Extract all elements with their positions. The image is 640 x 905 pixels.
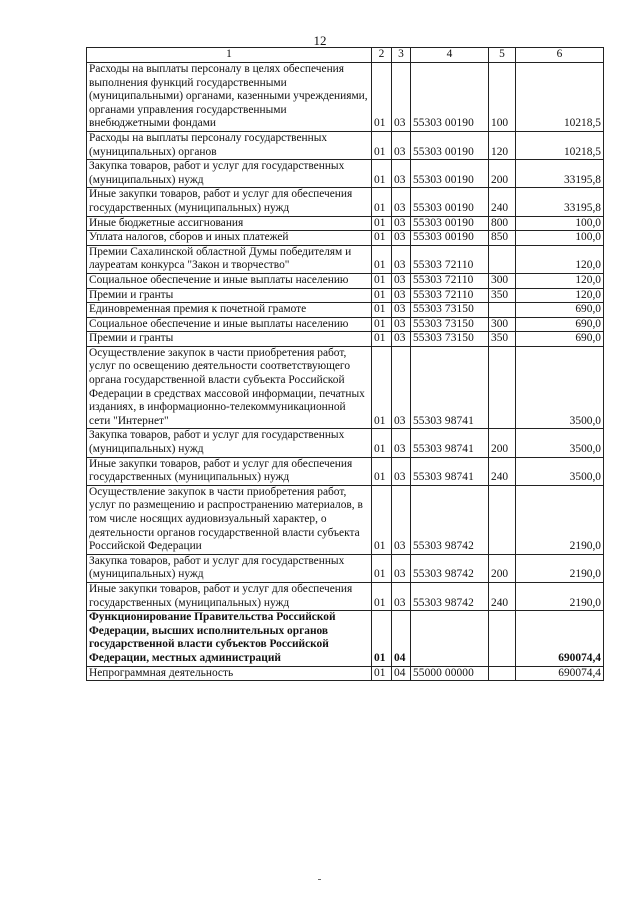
cell-target-article: 55303 00190 <box>411 216 489 231</box>
cell-section: 01 <box>372 346 392 429</box>
cell-target-article: 55303 73150 <box>411 317 489 332</box>
cell-amount: 100,0 <box>516 216 604 231</box>
cell-subsection: 03 <box>392 188 411 216</box>
table-row <box>87 429 604 457</box>
table-row <box>87 131 604 159</box>
cell-subsection: 03 <box>392 485 411 554</box>
cell-name: Функционирование Правительства Российской Федерации, высших исполнительных органов государственной власти субъектов Российской Федерации, местных администраций <box>87 611 372 666</box>
table-row <box>87 666 604 681</box>
cell-expense-type <box>489 245 516 273</box>
cell-section: 01 <box>372 429 392 457</box>
cell-subsection: 03 <box>392 303 411 318</box>
cell-target-article: 55303 72110 <box>411 288 489 303</box>
cell-name: Иные закупки товаров, работ и услуг для обеспечения государственных (муниципальных) нужд <box>87 188 372 216</box>
cell-amount: 33195,8 <box>516 188 604 216</box>
header-row <box>87 48 604 63</box>
cell-section: 01 <box>372 160 392 188</box>
table-row <box>87 582 604 610</box>
cell-expense-type <box>489 303 516 318</box>
table-row <box>87 288 604 303</box>
cell-section: 01 <box>372 582 392 610</box>
cell-section: 01 <box>372 666 392 681</box>
cell-amount: 33195,8 <box>516 160 604 188</box>
cell-expense-type <box>489 666 516 681</box>
cell-section: 01 <box>372 273 392 288</box>
table-row <box>87 317 604 332</box>
table-row <box>87 188 604 216</box>
cell-amount: 120,0 <box>516 245 604 273</box>
table-body <box>87 63 604 681</box>
cell-name: Иные бюджетные ассигнования <box>87 216 372 231</box>
cell-target-article: 55303 00190 <box>411 231 489 246</box>
cell-subsection: 03 <box>392 245 411 273</box>
header-cell-name: 1 <box>87 48 372 63</box>
cell-amount: 3500,0 <box>516 429 604 457</box>
table-row <box>87 63 604 132</box>
cell-name: Премии Сахалинской областной Думы победителям и лауреатам конкурса "Закон и творчество" <box>87 245 372 273</box>
header-cell-subsection: 3 <box>392 48 411 63</box>
cell-expense-type: 300 <box>489 317 516 332</box>
table-row <box>87 457 604 485</box>
footer-mark <box>318 879 321 880</box>
cell-subsection: 03 <box>392 63 411 132</box>
cell-target-article <box>411 611 489 666</box>
cell-section: 01 <box>372 231 392 246</box>
cell-section: 01 <box>372 188 392 216</box>
cell-amount: 10218,5 <box>516 63 604 132</box>
cell-expense-type: 240 <box>489 457 516 485</box>
table-row <box>87 485 604 554</box>
cell-target-article: 55303 98741 <box>411 346 489 429</box>
cell-expense-type: 240 <box>489 582 516 610</box>
cell-expense-type: 100 <box>489 63 516 132</box>
cell-amount: 690074,4 <box>516 611 604 666</box>
cell-amount: 10218,5 <box>516 131 604 159</box>
cell-expense-type: 200 <box>489 554 516 582</box>
table-row <box>87 346 604 429</box>
cell-amount: 2190,0 <box>516 582 604 610</box>
cell-section: 01 <box>372 303 392 318</box>
cell-section: 01 <box>372 611 392 666</box>
cell-section: 01 <box>372 554 392 582</box>
cell-subsection: 03 <box>392 273 411 288</box>
header-cell-target-article: 4 <box>411 48 489 63</box>
cell-expense-type: 850 <box>489 231 516 246</box>
cell-expense-type: 350 <box>489 288 516 303</box>
cell-amount: 120,0 <box>516 273 604 288</box>
cell-name: Социальное обеспечение и иные выплаты населению <box>87 317 372 332</box>
cell-section: 01 <box>372 485 392 554</box>
cell-subsection: 03 <box>392 582 411 610</box>
cell-target-article: 55303 00190 <box>411 160 489 188</box>
cell-amount: 100,0 <box>516 231 604 246</box>
cell-name: Расходы на выплаты персоналу в целях обеспечения выполнения функций государственными (муниципальными) органами, казенными учреждениями, органами управления государственными внебюджетными фондами <box>87 63 372 132</box>
cell-expense-type: 300 <box>489 273 516 288</box>
cell-expense-type <box>489 485 516 554</box>
cell-section: 01 <box>372 317 392 332</box>
cell-name: Осуществление закупок в части приобретения работ, услуг по размещению и распространению материалов, в том числе носящих аудиовизуальный характер, о деятельности органов государственной власти субъекта Российской Федерации <box>87 485 372 554</box>
header-cell-expense-type: 5 <box>489 48 516 63</box>
cell-section: 01 <box>372 332 392 347</box>
cell-amount: 2190,0 <box>516 554 604 582</box>
cell-subsection: 03 <box>392 457 411 485</box>
cell-section: 01 <box>372 288 392 303</box>
cell-target-article: 55303 73150 <box>411 303 489 318</box>
cell-section: 01 <box>372 245 392 273</box>
cell-name: Осуществление закупок в части приобретения работ, услуг по освещению деятельности соответствующего органа государственной власти субъекта Российской Федерации в средствах массовой информации, печатных изданиях, в информационно-телекоммуникационной сети "Интернет" <box>87 346 372 429</box>
table-row <box>87 160 604 188</box>
cell-name: Расходы на выплаты персоналу государственных (муниципальных) органов <box>87 131 372 159</box>
budget-table <box>86 47 604 681</box>
cell-amount: 690,0 <box>516 303 604 318</box>
cell-target-article: 55303 72110 <box>411 245 489 273</box>
cell-target-article: 55303 98741 <box>411 457 489 485</box>
table-row <box>87 554 604 582</box>
cell-name: Единовременная премия к почетной грамоте <box>87 303 372 318</box>
cell-expense-type: 240 <box>489 188 516 216</box>
cell-subsection: 03 <box>392 216 411 231</box>
cell-name: Премии и гранты <box>87 288 372 303</box>
cell-subsection: 03 <box>392 429 411 457</box>
cell-subsection: 03 <box>392 160 411 188</box>
table-row <box>87 273 604 288</box>
cell-target-article: 55303 98742 <box>411 582 489 610</box>
cell-subsection: 04 <box>392 611 411 666</box>
cell-name: Непрограммная деятельность <box>87 666 372 681</box>
cell-amount: 690074,4 <box>516 666 604 681</box>
cell-subsection: 03 <box>392 346 411 429</box>
cell-amount: 3500,0 <box>516 346 604 429</box>
cell-target-article: 55303 00190 <box>411 188 489 216</box>
cell-section: 01 <box>372 457 392 485</box>
cell-section: 01 <box>372 63 392 132</box>
cell-target-article: 55000 00000 <box>411 666 489 681</box>
cell-target-article: 55303 98742 <box>411 485 489 554</box>
cell-expense-type: 350 <box>489 332 516 347</box>
cell-name: Закупка товаров, работ и услуг для государственных (муниципальных) нужд <box>87 160 372 188</box>
cell-subsection: 03 <box>392 317 411 332</box>
cell-target-article: 55303 00190 <box>411 131 489 159</box>
cell-section: 01 <box>372 131 392 159</box>
header-cell-amount: 6 <box>516 48 604 63</box>
cell-amount: 690,0 <box>516 317 604 332</box>
cell-name: Уплата налогов, сборов и иных платежей <box>87 231 372 246</box>
cell-name: Социальное обеспечение и иные выплаты населению <box>87 273 372 288</box>
cell-subsection: 03 <box>392 231 411 246</box>
cell-expense-type: 200 <box>489 429 516 457</box>
cell-subsection: 04 <box>392 666 411 681</box>
cell-target-article: 55303 98741 <box>411 429 489 457</box>
cell-expense-type: 120 <box>489 131 516 159</box>
table-row <box>87 231 604 246</box>
cell-name: Закупка товаров, работ и услуг для государственных (муниципальных) нужд <box>87 554 372 582</box>
table-row <box>87 332 604 347</box>
table-row <box>87 245 604 273</box>
cell-subsection: 03 <box>392 288 411 303</box>
cell-amount: 690,0 <box>516 332 604 347</box>
cell-name: Премии и гранты <box>87 332 372 347</box>
cell-expense-type <box>489 346 516 429</box>
cell-name: Иные закупки товаров, работ и услуг для обеспечения государственных (муниципальных) нужд <box>87 582 372 610</box>
header-cell-section: 2 <box>372 48 392 63</box>
table-row <box>87 216 604 231</box>
cell-subsection: 03 <box>392 131 411 159</box>
cell-name: Закупка товаров, работ и услуг для государственных (муниципальных) нужд <box>87 429 372 457</box>
cell-amount: 120,0 <box>516 288 604 303</box>
cell-name: Иные закупки товаров, работ и услуг для обеспечения государственных (муниципальных) нужд <box>87 457 372 485</box>
cell-amount: 2190,0 <box>516 485 604 554</box>
table-row <box>87 611 604 666</box>
cell-subsection: 03 <box>392 554 411 582</box>
page-number: 12 <box>313 33 327 48</box>
cell-expense-type: 200 <box>489 160 516 188</box>
table-row <box>87 303 604 318</box>
cell-amount: 3500,0 <box>516 457 604 485</box>
cell-expense-type: 800 <box>489 216 516 231</box>
cell-target-article: 55303 98742 <box>411 554 489 582</box>
cell-target-article: 55303 73150 <box>411 332 489 347</box>
cell-section: 01 <box>372 216 392 231</box>
cell-target-article: 55303 00190 <box>411 63 489 132</box>
cell-subsection: 03 <box>392 332 411 347</box>
cell-expense-type <box>489 611 516 666</box>
cell-target-article: 55303 72110 <box>411 273 489 288</box>
